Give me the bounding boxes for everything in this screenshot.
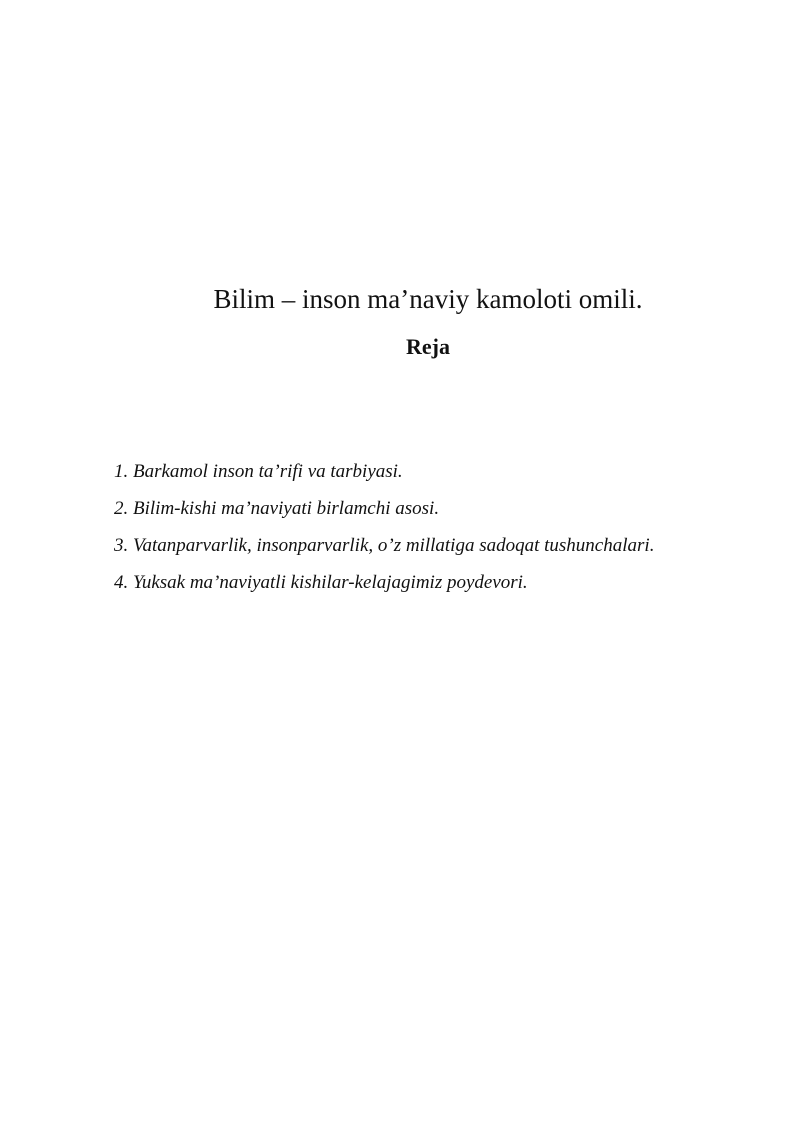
plan-item-4: 4. Yuksak ma’naviyatli kishilar-kelajagimiz poydevori. [114, 572, 528, 593]
plan-item-3: 3. Vatanparvarlik, insonparvarlik, o’z millatiga sadoqat tushunchalari. [114, 535, 655, 556]
plan-list [114, 458, 654, 606]
plan-item-2: 2. Bilim-kishi ma’naviyati birlamchi asosi. [114, 498, 440, 519]
plan-item-1: 1. Barkamol inson ta’rifi va tarbiyasi. [114, 461, 403, 482]
document-title: Bilim – inson ma’naviy kamoloti omili. [213, 284, 643, 314]
plan-heading: Reja [406, 334, 450, 359]
